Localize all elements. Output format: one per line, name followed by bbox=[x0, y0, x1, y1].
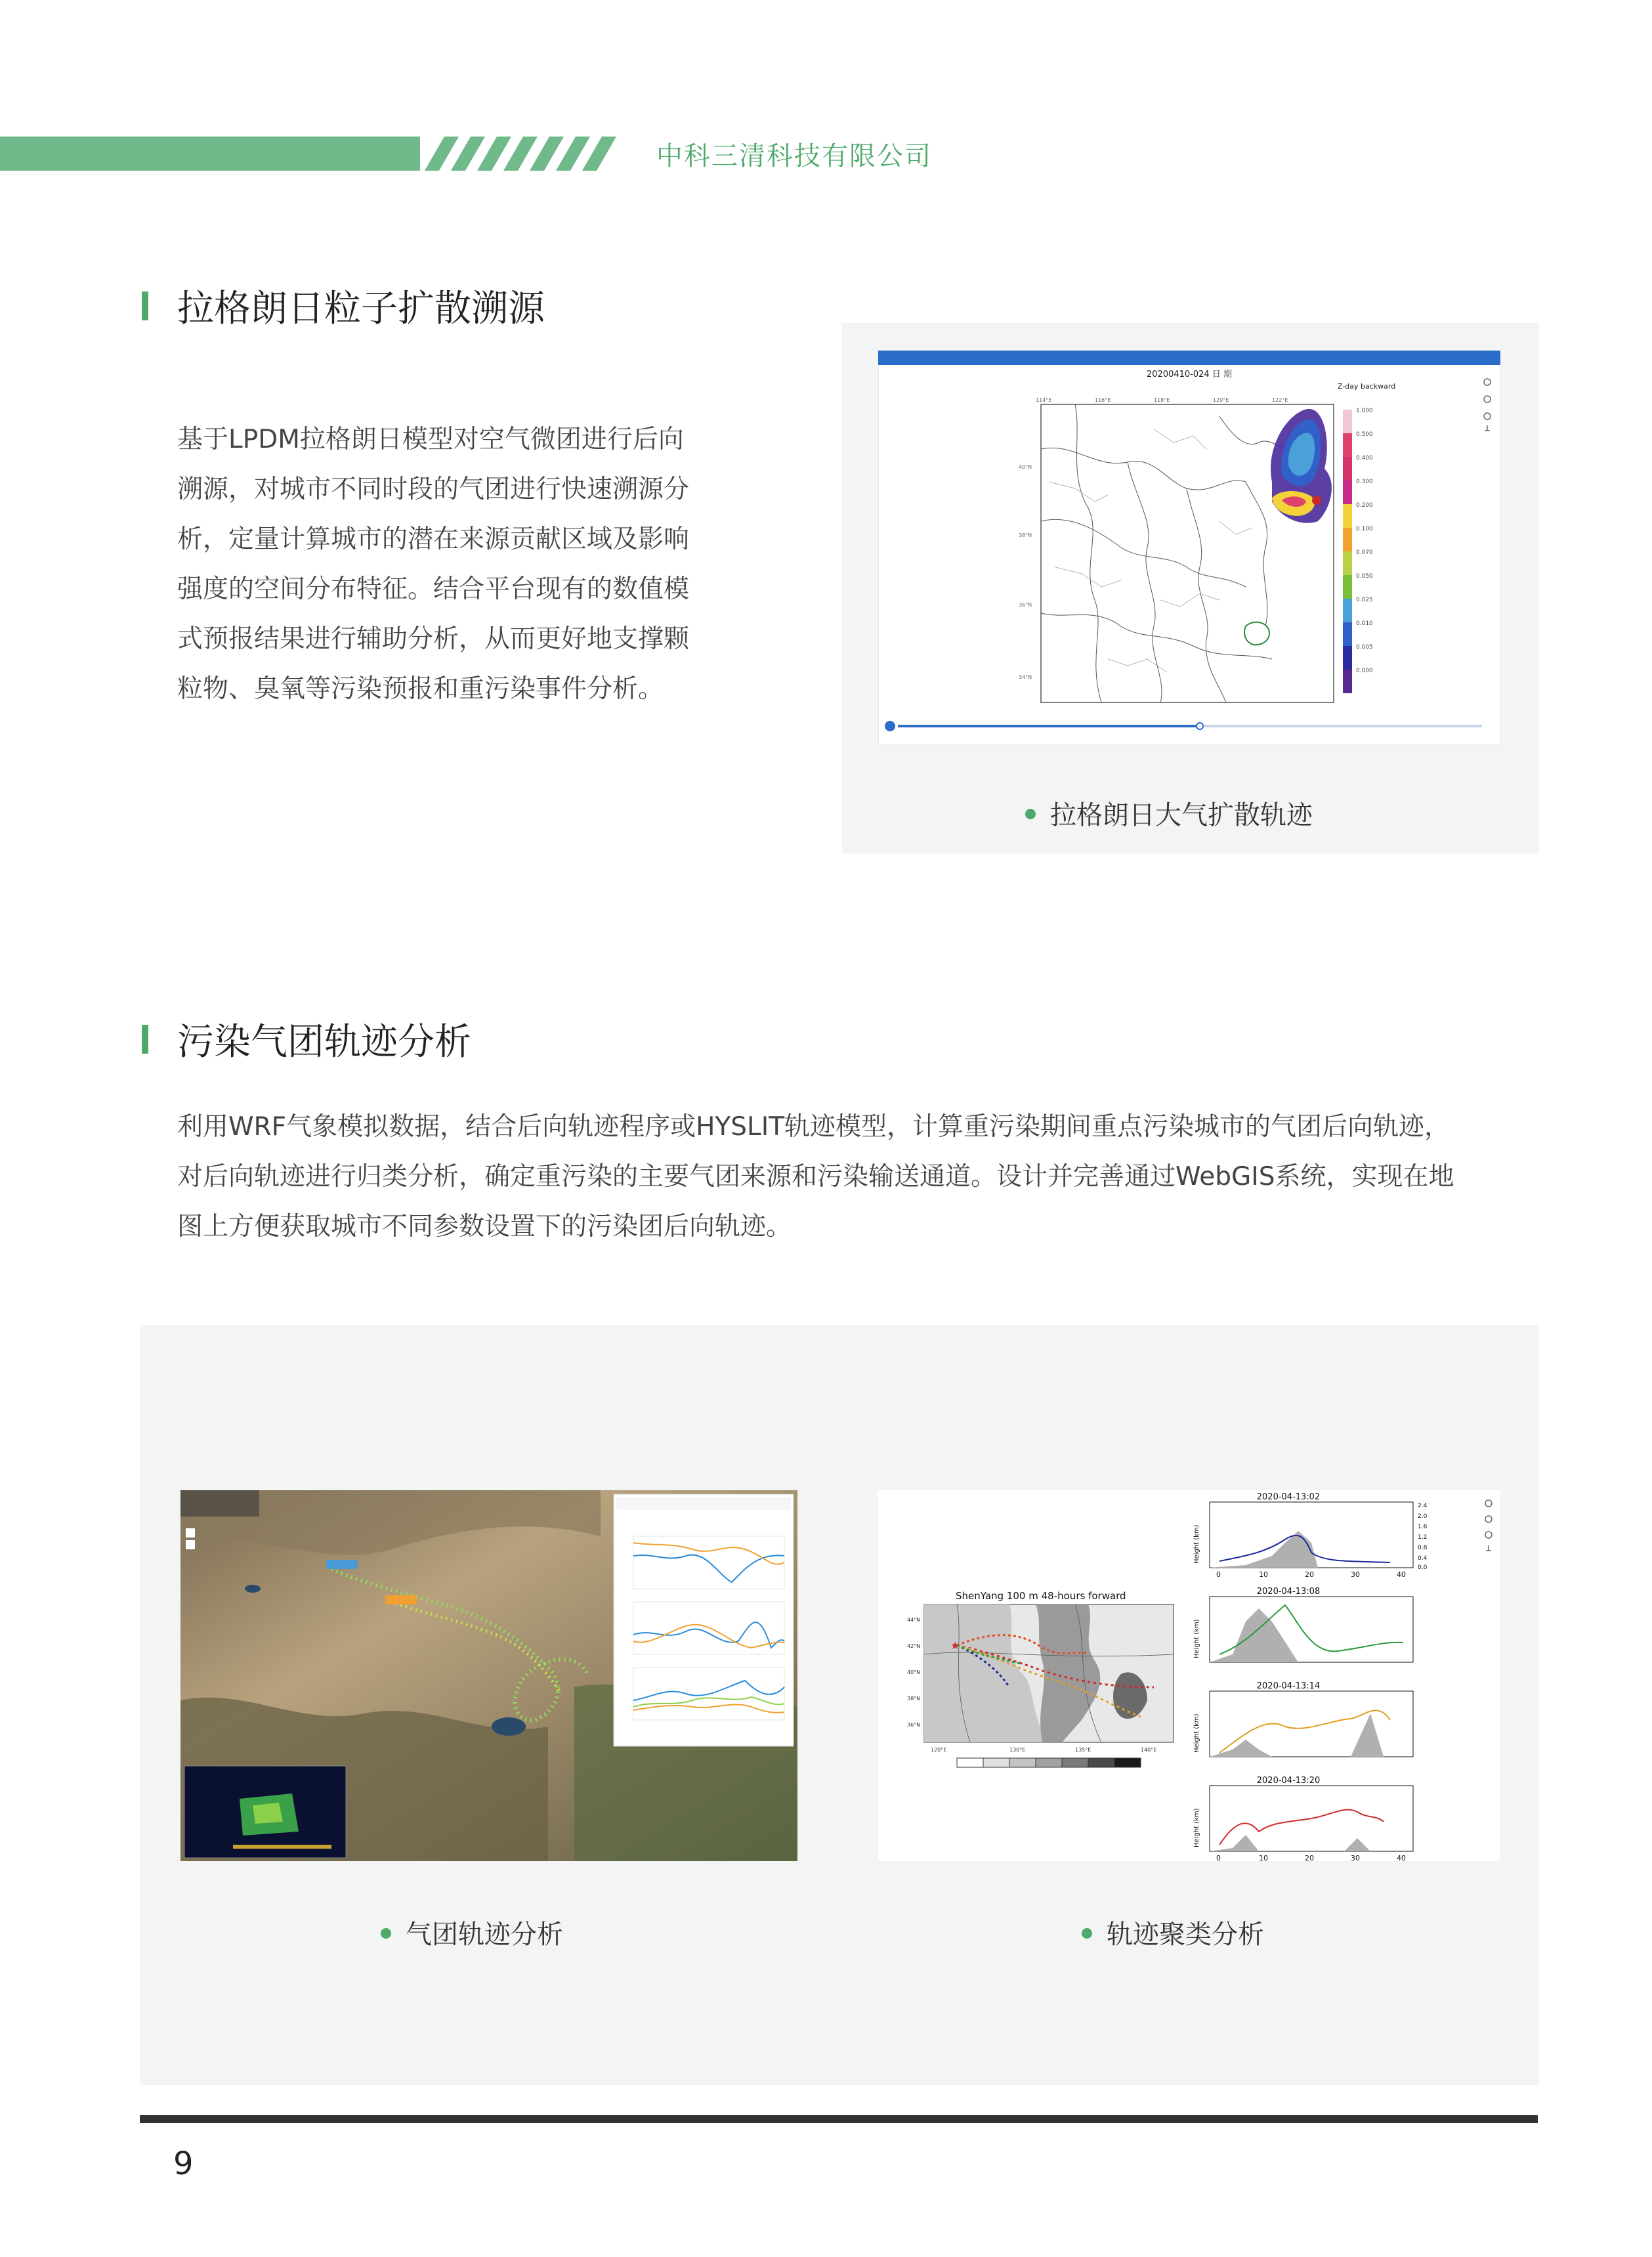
origin-star-icon: ★ bbox=[950, 1639, 960, 1652]
paragraph-line: 基于LPDM拉格朗日模型对空气微团进行后向 bbox=[177, 425, 684, 454]
x-tick: 10 bbox=[1259, 1854, 1268, 1861]
section-title-lagrangian: 拉格朗日粒子扩散溯源 bbox=[177, 288, 545, 330]
lat-label: 44°N bbox=[907, 1617, 921, 1623]
legend-value: 0.010 bbox=[1356, 620, 1373, 627]
x-tick: 20 bbox=[1305, 1570, 1314, 1579]
footer-bar bbox=[140, 2115, 1538, 2123]
lat-label: 40°N bbox=[907, 1669, 921, 1675]
trajectory-marker-orange bbox=[385, 1595, 417, 1604]
x-tick: 40 bbox=[1397, 1854, 1406, 1861]
air-mass-trajectory-map bbox=[180, 1490, 797, 1861]
lake bbox=[492, 1717, 526, 1736]
zoom-in-icon bbox=[186, 1528, 195, 1537]
y-tick: 1.6 bbox=[1418, 1524, 1428, 1530]
lon-label: 114°E bbox=[1036, 397, 1052, 403]
cluster-map-title: ShenYang 100 m 48-hours forward bbox=[956, 1590, 1126, 1602]
lon-label: 120°E bbox=[931, 1747, 947, 1753]
y-axis-label: Height (km) bbox=[1193, 1713, 1200, 1753]
legend-value: 0.200 bbox=[1356, 502, 1373, 509]
y-tick: 1.2 bbox=[1418, 1534, 1428, 1541]
paragraph-line: 溯源，对城市不同时段的气团进行快速溯源分 bbox=[177, 475, 690, 504]
x-tick: 0 bbox=[1216, 1570, 1221, 1579]
legend-value: 0.070 bbox=[1356, 549, 1373, 556]
caption-bullet bbox=[1025, 809, 1036, 819]
legend-colorbar bbox=[1343, 410, 1352, 693]
y-tick: 0.0 bbox=[1418, 1564, 1428, 1571]
x-tick: 0 bbox=[1216, 1854, 1221, 1861]
caption-lagrangian bbox=[1025, 794, 1313, 832]
lat-label: 34°N bbox=[1019, 674, 1032, 680]
zoom-out-icon bbox=[186, 1540, 195, 1549]
panel-title: 2020-04-13:14 bbox=[1256, 1681, 1321, 1691]
pm25-inset-map bbox=[184, 1766, 346, 1858]
panel-title: 2020-04-13:08 bbox=[1256, 1587, 1321, 1597]
x-tick: 40 bbox=[1397, 1570, 1406, 1579]
legend-value: 1.000 bbox=[1356, 408, 1373, 414]
terrain-colorbar bbox=[957, 1758, 1141, 1767]
lon-label: 140°E bbox=[1141, 1747, 1157, 1753]
lon-label: 130°E bbox=[1009, 1747, 1026, 1753]
caption-text: 轨迹聚类分析 bbox=[1107, 1920, 1264, 1950]
map-title-bar bbox=[878, 351, 1500, 365]
trajectory-clustering-figure bbox=[878, 1490, 1500, 1861]
y-axis-label: Height (km) bbox=[1193, 1619, 1200, 1658]
paragraph-line: 粒物、臭氧等污染预报和重污染事件分析。 bbox=[177, 674, 664, 704]
map-title-box bbox=[180, 1490, 259, 1516]
lon-label: 122°E bbox=[1272, 397, 1288, 403]
y-tick: 2.4 bbox=[1418, 1503, 1428, 1509]
caption-text: 气团轨迹分析 bbox=[406, 1920, 563, 1950]
paragraph-line: 图上方便获取城市不同参数设置下的污染团后向轨迹。 bbox=[177, 1212, 792, 1241]
legend-value: 0.500 bbox=[1356, 431, 1373, 438]
paragraph-line: 强度的空间分布特征。结合平台现有的数值模 bbox=[177, 574, 690, 604]
legend-value: 0.000 bbox=[1356, 668, 1373, 674]
legend-value: 0.025 bbox=[1356, 597, 1373, 603]
map-date-title: 20200410-024 日 期 bbox=[1147, 370, 1232, 379]
section1-paragraph bbox=[177, 415, 742, 714]
panel-title: 2020-04-13:02 bbox=[1256, 1492, 1321, 1502]
caption-bullet bbox=[381, 1928, 391, 1939]
lagrangian-dispersion-map bbox=[878, 351, 1500, 744]
header-stripe bbox=[582, 137, 616, 171]
legend-value: 0.300 bbox=[1356, 479, 1373, 485]
panel-title: 2020-04-13:20 bbox=[1256, 1776, 1321, 1786]
section-title-trajectory: 污染气团轨迹分析 bbox=[177, 1021, 471, 1064]
section-marker bbox=[142, 291, 148, 320]
legend-value: 0.050 bbox=[1356, 573, 1373, 580]
lon-label: 120°E bbox=[1213, 397, 1229, 403]
caption-air-mass bbox=[381, 1914, 563, 1951]
y-tick: 2.0 bbox=[1418, 1513, 1428, 1520]
lon-label: 118°E bbox=[1154, 397, 1170, 403]
header-bar bbox=[0, 137, 420, 171]
lat-label: 36°N bbox=[907, 1722, 921, 1728]
caption-bullet bbox=[1082, 1928, 1092, 1939]
page-number: 9 bbox=[173, 2145, 194, 2182]
caption-text: 拉格朗日大气扩散轨迹 bbox=[1050, 800, 1313, 830]
x-tick: 10 bbox=[1259, 1570, 1268, 1579]
timeline-handle bbox=[1197, 723, 1203, 729]
legend-value: 0.005 bbox=[1356, 644, 1373, 651]
lat-label: 38°N bbox=[907, 1696, 921, 1702]
paragraph-line: 利用WRF气象模拟数据，结合后向轨迹程序或HYSLIT轨迹模型，计算重污染期间重点污染城市的气团后向轨迹， bbox=[177, 1112, 1451, 1142]
paragraph-line: 式预报结果进行辅助分析，从而更好地支撑颗 bbox=[177, 624, 690, 654]
lon-label: 135°E bbox=[1075, 1747, 1091, 1753]
y-tick: 0.4 bbox=[1418, 1555, 1428, 1562]
legend-value: 0.400 bbox=[1356, 455, 1373, 462]
lake bbox=[245, 1585, 261, 1593]
y-axis-label: Height (km) bbox=[1193, 1524, 1200, 1564]
paragraph-line: 析，定量计算城市的潜在来源贡献区域及影响 bbox=[177, 525, 690, 554]
x-tick: 30 bbox=[1351, 1570, 1360, 1579]
legend-value: 0.100 bbox=[1356, 526, 1373, 532]
y-axis-label: Height (km) bbox=[1193, 1808, 1200, 1847]
company-name: 中科三清科技有限公司 bbox=[656, 141, 932, 171]
section-marker bbox=[142, 1025, 148, 1054]
y-tick: 0.8 bbox=[1418, 1545, 1428, 1551]
meteorology-chart-overlay bbox=[614, 1494, 794, 1746]
lat-label: 40°N bbox=[1019, 464, 1032, 470]
x-tick: 20 bbox=[1305, 1854, 1314, 1861]
lat-label: 42°N bbox=[907, 1643, 921, 1649]
section2-paragraph bbox=[177, 1102, 1542, 1252]
x-tick: 30 bbox=[1351, 1854, 1360, 1861]
map-subtitle: Z-day backward bbox=[1338, 382, 1396, 391]
lat-label: 36°N bbox=[1019, 602, 1032, 608]
caption-clustering bbox=[1082, 1914, 1264, 1951]
trajectory-marker-blue bbox=[326, 1560, 358, 1569]
lon-label: 116°E bbox=[1095, 397, 1111, 403]
paragraph-line: 对后向轨迹进行归类分析，确定重污染的主要气团来源和污染输送通道。设计并完善通过WebGIS系统，实现在地 bbox=[177, 1162, 1454, 1192]
lat-label: 38°N bbox=[1019, 532, 1032, 538]
play-icon bbox=[885, 721, 895, 731]
